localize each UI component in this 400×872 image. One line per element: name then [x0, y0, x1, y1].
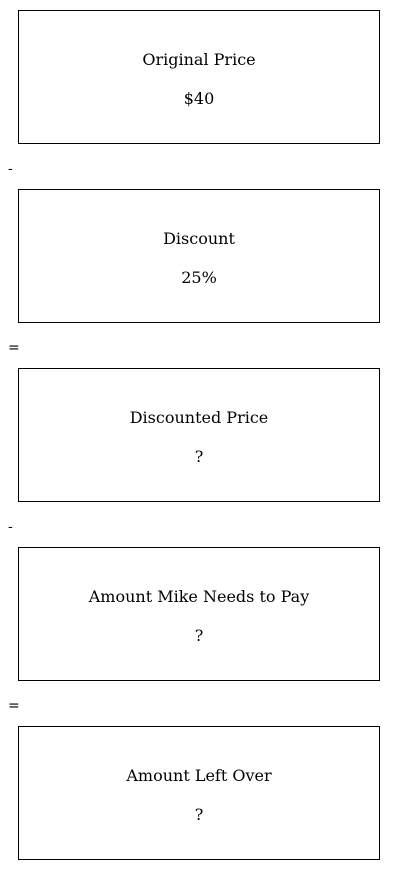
- equals-operator: =: [8, 340, 20, 356]
- minus-operator: -: [8, 519, 13, 535]
- minus-operator: -: [8, 161, 13, 177]
- discount-label: Discount: [163, 229, 235, 248]
- amount-to-pay-label: Amount Mike Needs to Pay: [88, 587, 310, 606]
- discounted-price-label: Discounted Price: [129, 408, 269, 427]
- amount-to-pay-value: ?: [194, 626, 204, 645]
- discounted-price-box: [18, 368, 380, 502]
- original-price-value: $40: [183, 89, 215, 108]
- amount-to-pay-box: [18, 547, 380, 681]
- discounted-price-value: ?: [194, 447, 204, 466]
- amount-left-over-value: ?: [194, 805, 204, 824]
- original-price-label: Original Price: [142, 50, 256, 69]
- discount-value: 25%: [181, 268, 217, 287]
- original-price-box: [18, 10, 380, 144]
- amount-left-over-label: Amount Left Over: [126, 766, 272, 785]
- amount-left-over-box: [18, 726, 380, 860]
- equals-operator: =: [8, 698, 20, 714]
- discount-box: [18, 189, 380, 323]
